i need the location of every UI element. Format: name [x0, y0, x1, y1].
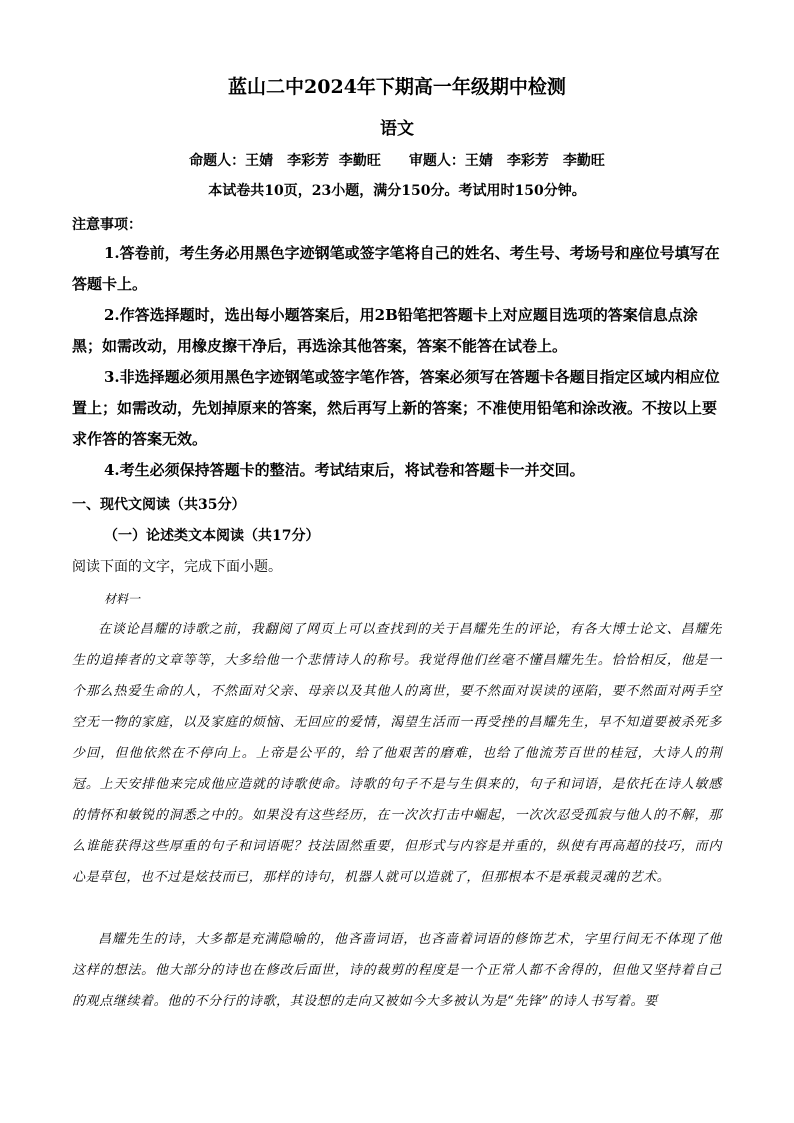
note-item-2: 2.作答选择题时，选出每小题答案后，用2B铅笔把答题卡上对应题目选项的答案信息点涂黑；如需改动，用橡皮擦干净后，再选涂其他答案，答案不能答在试卷上。	[72, 306, 698, 355]
exam-authors: 命题人：王婧 李彩芳 李勤旺 审题人：王婧 李彩芳 李勤旺	[189, 153, 605, 169]
exam-title: 蓝山二中2024年下期高一年级期中检测	[228, 76, 566, 98]
exam-summary: 本试卷共10页，23小题，满分150分。考试用时150分钟。	[208, 183, 586, 199]
body-paragraph-2: 昌耀先生的诗，大多都是充满隐喻的，他吝啬词语，也吝啬着词语的修饰艺术，字里行间无不体现了他这样的想法。他大部分的诗也在修改后面世，诗的裁剪的程度是一个正常人都不舍得的，但他又坚持着自己的观点继续着。他的不分行的诗歌，其设想的走向又被如今大多被认为是“先锋”的诗人书写着。要	[72, 932, 722, 1009]
sub-section-heading: （一）论述类文本阅读（共17分）	[104, 528, 320, 544]
material-label: 材料一	[104, 592, 141, 606]
note-item-4: 4.考生必须保持答题卡的整洁。考试结束后，将试卷和答题卡一并交回。	[104, 461, 585, 479]
section-heading: 一、现代文阅读（共35分）	[72, 497, 246, 513]
note-item-1: 1.答卷前，考生务必用黑色字迹钢笔或签字笔将自己的姓名、考生号、考场号和座位号填写在答题卡上。	[72, 244, 720, 293]
exam-subject: 语文	[380, 119, 414, 139]
body-paragraph-1: 在谈论昌耀的诗歌之前，我翻阅了网页上可以查找到的关于昌耀先生的评论，有各大博士论文、昌耀先生的追捧者的文章等等，大多给他一个悲情诗人的称号。我觉得他们丝毫不懂昌耀先生。恰恰相反，他是一个那么热爱生命的人，不然面对父亲、母亲以及其他人的离世，要不然面对误读的诬陷，要不然面对两手空空无一物的家庭，以及家庭的烦恼、无回应的爱情，渴望生活而一再受挫的昌耀先生，早不知道要被杀死多少回，但他依然在不停向上。上帝是公平的，给了他艰苦的磨难，也给了他流芳百世的桂冠，大诗人的荆冠。上天安排他来完成他应造就的诗歌使命。诗歌的句子不是与生俱来的，句子和词语，是依托在诗人敏感的情怀和敏锐的洞悉之中的。如果没有这些经历，在一次次打击中崛起，一次次忍受孤寂与他人的不解，那么谁能获得这些厚重的句子和词语呢？技法固然重要，但形式与内容是并重的，纵使有再高超的技巧，而内心是草包，也不过是炫技而已，那样的诗句，机器人就可以造就了，但那根本不是承载灵魂的艺术。	[72, 622, 722, 885]
note-item-3: 3.非选择题必须用黑色字迹钢笔或签字笔作答，答案必须写在答题卡各题目指定区域内相应位置上；如需改动，先划掉原来的答案，然后再写上新的答案；不准使用铅笔和涂改液。不按以上要求作答的答案无效。	[72, 368, 720, 448]
notes-heading: 注意事项：	[72, 217, 142, 233]
reading-instruction: 阅读下面的文字，完成下面小题。	[72, 559, 282, 575]
